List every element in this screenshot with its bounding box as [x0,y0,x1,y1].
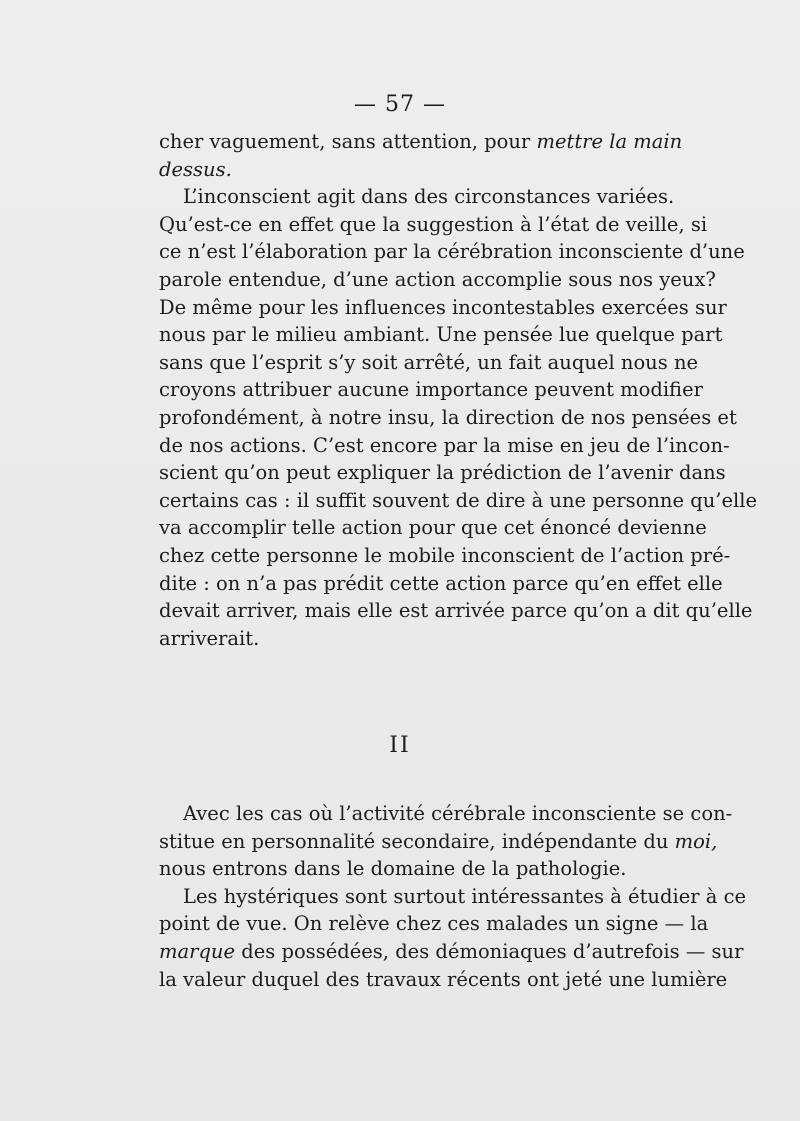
text-run: Qu’est-ce en effet que la suggestion à l’état de veille, si [159,212,708,236]
text-line [159,156,651,184]
text-line [159,183,675,211]
text-line [159,349,699,377]
text-run: L’inconscient agit dans des circonstances variées. [183,185,675,209]
text-line [159,542,731,570]
text-run: scient qu’on peut expliquer la prédiction de l’avenir dans [159,461,726,485]
italic-text: dessus. [159,157,232,181]
text-run: dite : on n’a pas prédit cette action parce qu’en effet elle [159,571,723,595]
text-line [159,966,728,994]
text-run: De même pour les influences incontestables exercées sur [159,295,727,319]
text-run: devait arriver, mais elle est arrivée parce qu’on a dit qu’elle [159,599,753,623]
text-line [159,910,709,938]
text-run: ce n’est l’élaboration par la cérébration inconsciente d’une [159,240,745,264]
text-run: nous entrons dans le domaine de la pathologie. [159,857,627,881]
text-line [159,211,708,239]
text-run: de nos actions. C’est encore par la mise en jeu de l’incon- [159,433,730,457]
text-line [159,432,730,460]
text-run: point de vue. On relève chez ces malades un signe — la [159,912,709,936]
text-line [159,883,747,911]
text-run: va accomplir telle action pour que cet énoncé devienne [159,516,707,540]
text-line [159,404,737,432]
text-run: Les hystériques sont surtout intéressantes à étudier à ce [183,884,747,908]
text-line [159,487,758,515]
text-line [159,828,718,856]
text-line [159,625,651,653]
text-block-1 [159,128,758,652]
italic-text: moi, [674,829,718,853]
text-line [159,597,753,625]
text-line [159,294,727,322]
italic-text: mettre la main [536,130,683,153]
text-line [159,459,726,487]
text-run: des possédées, des démoniaques d’autrefois — sur [235,939,744,963]
text-run: stitue en personnalité secondaire, indépendante du [159,829,675,853]
italic-text: marque [159,939,236,963]
text-line [159,855,651,883]
text-run: arriverait. [159,626,260,650]
text-line [159,238,745,266]
text-run: parole entendue, d’une action accomplie sous nos yeux? [159,267,716,291]
section-heading: II [389,733,411,758]
text-run: la valeur duquel des travaux récents ont jeté une lumière [159,967,728,991]
text-run: Avec les cas où l’activité cérébrale inconsciente se con- [183,802,733,825]
text-line [159,514,707,542]
text-line [159,376,703,404]
text-line [159,266,716,294]
text-run: profondément, à notre insu, la direction de nos pensées et [159,405,737,429]
text-run: chez cette personne le mobile inconscient de l’action pré- [159,543,731,567]
page-number: — 57 — [354,92,446,117]
text-line [159,321,723,349]
text-run: croyons attribuer aucune importance peuvent modifier [159,378,703,402]
text-line [159,128,683,156]
text-run: nous par le milieu ambiant. Une pensée lue quelque part [159,323,723,347]
text-block-2 [159,800,747,993]
text-run: sans que l’esprit s’y soit arrêté, un fait auquel nous ne [159,350,699,374]
text-line [159,800,733,828]
text-run: cher vaguement, sans attention, pour [159,130,537,153]
text-line [159,570,723,598]
text-run: certains cas : il suffit souvent de dire à une personne qu’elle [159,488,758,512]
text-line [159,938,744,966]
